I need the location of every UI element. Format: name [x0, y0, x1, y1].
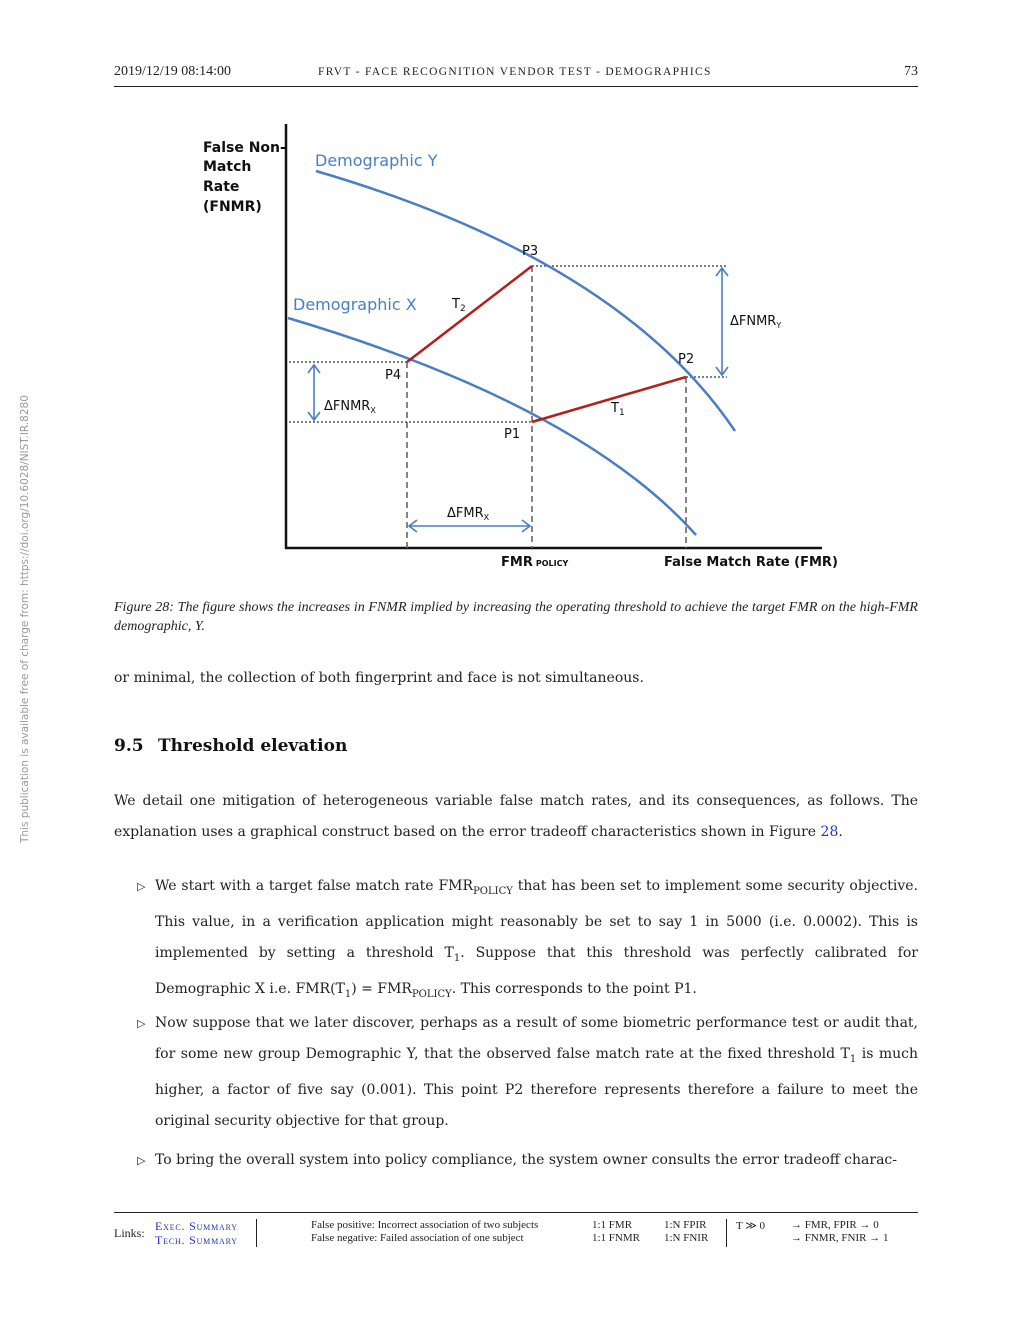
threshold-t2-line — [407, 266, 532, 362]
label-delta-fnmr-x: $\Delta FNMR_X$ — [324, 399, 376, 415]
fn-limit: → FNMR, FNIR → 1 — [791, 1232, 889, 1244]
label-fmr-policy: FMR POLICY — [501, 555, 569, 570]
curve-demographic-x — [288, 318, 696, 535]
text-run: ) = FMR — [351, 980, 412, 997]
text-run: . Suppose that this threshold was perfectly calibrated for Demographic X i.e. FMR(T — [155, 944, 918, 997]
figure-caption: Figure 28: The figure shows the increases in FNMR implied by increasing the operating threshold to achieve the target FMR on the high-FMR demographic, Y. — [114, 600, 918, 634]
false-negative-desc: False negative: Failed association of one subject — [311, 1232, 524, 1244]
subscript: POLICY — [411, 988, 452, 1000]
label-demographic-x: Demographic X — [293, 295, 417, 314]
label-demographic-y: Demographic Y — [315, 151, 438, 170]
figure-28-link[interactable]: 28 — [820, 824, 839, 840]
section-heading — [114, 736, 347, 756]
threshold-figure — [0, 0, 1020, 600]
text-run: We start with a target false match rate FMR — [155, 878, 474, 894]
fn-1toN: 1:N FNIR — [664, 1232, 709, 1244]
triangle-bullet-icon: ▷ — [137, 1017, 146, 1030]
doi-sidebar: This publication is available free of charge from: https://doi.org/10.6028/NIST.IR.8280 — [19, 395, 31, 843]
section-number: 9.5 — [114, 736, 144, 756]
text-run: is much higher, a factor of five say (0.001). This point P2 therefore represents therefore a failure to meet the original security objective for that group. — [155, 1046, 918, 1129]
label-p3: P3 — [522, 244, 539, 259]
false-positive-desc: False positive: Incorrect association of two subjects — [311, 1219, 539, 1231]
paragraph-continuation: or minimal, the collection of both fingerprint and face is not simultaneous. — [114, 670, 644, 686]
page-number: 73 — [904, 64, 918, 79]
label-t2: $T_2$ — [452, 297, 466, 314]
footer-divider — [726, 1219, 727, 1247]
fn-1to1: 1:1 FNMR — [592, 1232, 640, 1244]
list-item — [137, 1145, 918, 1176]
label-p2: P2 — [678, 352, 695, 367]
list-item — [137, 871, 918, 1009]
page-footer — [114, 1212, 918, 1247]
ylabel-line-2: Match — [203, 159, 252, 175]
triangle-bullet-icon: ▷ — [137, 880, 146, 893]
subscript: 1 — [849, 1053, 857, 1065]
fp-1toN: 1:N FPIR — [664, 1219, 707, 1231]
label-delta-fnmr-y: $\Delta FNMR_Y$ — [730, 314, 782, 330]
list-item-text — [155, 871, 918, 1009]
subscript: 1 — [344, 988, 352, 1000]
footer-divider — [256, 1219, 257, 1247]
xlabel: False Match Rate (FMR) — [664, 555, 838, 570]
label-p4: P4 — [385, 368, 402, 383]
paragraph-text: We detail one mitigation of heterogeneous variable false match rates, and its consequences, as follows. The explanation uses a graphical construct based on the error tradeoff characteristics shown in Figure — [114, 793, 918, 840]
header-date: 2019/12/19 08:14:00 — [114, 64, 232, 79]
ylabel-line-3: Rate — [203, 179, 240, 195]
list-item-text — [155, 1008, 918, 1137]
threshold-t1-line — [532, 377, 686, 422]
label-delta-fmr-x: $\Delta FMR_X$ — [447, 506, 490, 522]
exec-summary-link[interactable]: Exec. Summary — [155, 1219, 238, 1233]
triangle-bullet-icon: ▷ — [137, 1154, 146, 1167]
footer-links-label: Links: — [114, 1226, 145, 1240]
text-run: To bring the overall system into policy compliance, the system owner consults the error tradeoff charac- — [155, 1152, 897, 1168]
paragraph-intro — [114, 786, 918, 848]
label-t1: $T_1$ — [611, 401, 625, 418]
text-run: . This corresponds to the point P1. — [451, 980, 697, 997]
header-title: FRVT - FACE RECOGNITION VENDOR TEST - DEMOGRAPHICS — [318, 66, 712, 78]
ylabel-line-4: (FNMR) — [203, 199, 262, 215]
paragraph-end: . — [838, 824, 843, 840]
fp-1to1: 1:1 FMR — [592, 1219, 633, 1231]
text-run: that has been set to implement some security objective. This value, in a verification application might reasonably be set to say 1 in 5000 (i.e. 0.0002). This is implemented by setting a threshold T — [155, 878, 918, 961]
tech-summary-link[interactable]: Tech. Summary — [155, 1233, 238, 1247]
threshold-high: T ≫ 0 — [736, 1220, 766, 1232]
subscript: 1 — [453, 952, 461, 964]
subscript: POLICY — [473, 885, 513, 897]
list-item — [137, 1008, 918, 1137]
section-title: Threshold elevation — [158, 736, 348, 756]
text-run: Now suppose that we later discover, perhaps as a result of some biometric performance test or audit that, for some new group Demographic Y, that the observed false match rate at the fixed threshold T — [155, 1015, 918, 1062]
label-p1: P1 — [504, 427, 521, 442]
ylabel-line-1: False Non- — [203, 140, 286, 156]
fp-limit: → FMR, FPIR → 0 — [791, 1219, 879, 1231]
list-item-text — [155, 1145, 918, 1176]
